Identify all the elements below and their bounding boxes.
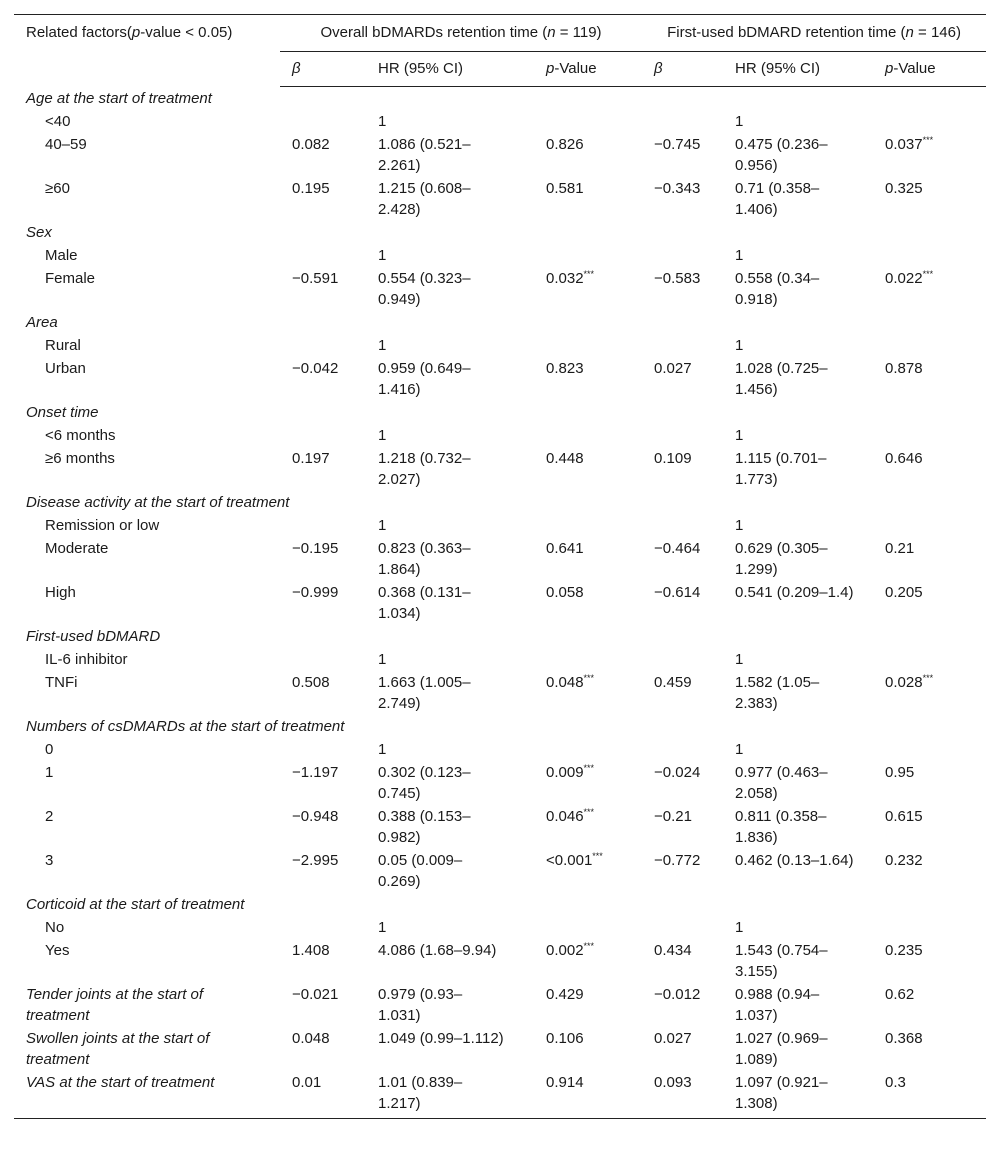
- section-title: Corticoid at the start of treatment: [26, 896, 245, 913]
- first-used-hr: 1: [735, 741, 744, 758]
- first-used-hr: 0.558 (0.34–0.918): [735, 270, 820, 308]
- row-label: Moderate: [45, 540, 109, 557]
- overall-beta: 0.082: [292, 136, 330, 153]
- overall-beta: −0.591: [292, 270, 339, 287]
- first-used-pvalue: 0.235: [885, 942, 923, 959]
- first-used-beta: [642, 738, 735, 761]
- section-header-row: [14, 625, 986, 648]
- overall-hr: 1: [378, 517, 387, 534]
- row-label: Swollen joints at the start of treatment: [26, 1030, 210, 1068]
- overall-hr: 1: [378, 337, 387, 354]
- overall-pvalue: [534, 916, 642, 939]
- table-row: [14, 357, 986, 401]
- overall-pvalue: 0.048***: [546, 673, 595, 691]
- first-used-beta: −0.772: [654, 852, 701, 869]
- overall-hr: 1: [378, 919, 387, 936]
- related-factors-header: Related factors(p-value < 0.05): [14, 15, 280, 87]
- overall-beta: [280, 110, 373, 133]
- overall-beta: 0.195: [292, 180, 330, 197]
- first-used-hr: 0.811 (0.358–1.836): [735, 808, 827, 846]
- overall-beta: 1.408: [292, 942, 330, 959]
- first-used-pvalue: 0.62: [885, 986, 915, 1003]
- section-header-row: [14, 715, 986, 738]
- first-used-pvalue: 0.205: [885, 584, 923, 601]
- first-used-hr: 1.582 (1.05–2.383): [735, 674, 820, 712]
- section-title: Age at the start of treatment: [26, 90, 212, 107]
- row-label: 40–59: [45, 136, 87, 153]
- significance-marker: ***: [583, 269, 595, 279]
- overall-beta: [280, 334, 373, 357]
- first-used-hr: 1: [735, 337, 744, 354]
- pvalue-header: p-Value: [885, 52, 986, 87]
- section-title: Numbers of csDMARDs at the start of treatment: [26, 718, 345, 735]
- significance-marker: ***: [592, 851, 603, 861]
- table-row: [14, 805, 986, 849]
- first-used-pvalue: [885, 110, 986, 133]
- first-used-hr: 0.988 (0.94–1.037): [735, 986, 820, 1024]
- first-used-hr: 1.115 (0.701–1.773): [735, 450, 827, 488]
- significance-marker: ***: [922, 673, 934, 683]
- row-label: Female: [45, 270, 96, 287]
- table-row: [14, 514, 986, 537]
- first-used-pvalue: [885, 424, 986, 447]
- first-used-pvalue: 0.95: [885, 764, 915, 781]
- overall-beta: −2.995: [292, 852, 339, 869]
- section-header-row: [14, 491, 986, 514]
- first-used-pvalue: 0.615: [885, 808, 923, 825]
- first-used-hr: 1: [735, 427, 744, 444]
- table-row: [14, 177, 986, 221]
- first-used-pvalue: 0.21: [885, 540, 915, 557]
- table-row: [14, 648, 986, 671]
- table-row: [14, 939, 986, 983]
- first-used-hr: 1.028 (0.725–1.456): [735, 360, 828, 398]
- table-row: [14, 424, 986, 447]
- section-header-row: [14, 311, 986, 334]
- section-title: Disease activity at the start of treatment: [26, 494, 290, 511]
- first-used-beta: −0.745: [654, 136, 701, 153]
- overall-hr: 1.049 (0.99–1.112): [378, 1030, 504, 1047]
- first-used-hr: 0.475 (0.236–0.956): [735, 136, 828, 174]
- first-used-beta: [642, 916, 735, 939]
- first-used-beta: 0.027: [654, 1030, 692, 1047]
- first-used-hr: 1: [735, 651, 744, 668]
- overall-pvalue: [534, 334, 642, 357]
- overall-pvalue: [534, 424, 642, 447]
- row-label: 2: [45, 808, 54, 825]
- first-used-beta: 0.459: [654, 674, 692, 691]
- overall-beta: [280, 738, 373, 761]
- first-used-pvalue: 0.037***: [885, 135, 934, 153]
- overall-beta: 0.197: [292, 450, 330, 467]
- overall-hr: 1.218 (0.732–2.027): [378, 450, 471, 488]
- overall-pvalue: 0.914: [534, 1071, 642, 1119]
- overall-pvalue: [534, 514, 642, 537]
- row-label: Tender joints at the start of treatment: [26, 986, 204, 1024]
- overall-beta: −0.195: [292, 540, 339, 557]
- significance-marker: ***: [583, 941, 595, 951]
- table-row: [14, 110, 986, 133]
- first-used-beta: −0.583: [654, 270, 701, 287]
- first-used-pvalue: 0.232: [885, 852, 923, 869]
- table-row: [14, 738, 986, 761]
- section-header-row: [14, 401, 986, 424]
- overall-hr: 1: [378, 741, 387, 758]
- row-label: Male: [45, 247, 78, 264]
- first-used-beta: −0.024: [654, 764, 701, 781]
- first-used-hr: 1.027 (0.969–1.089): [735, 1030, 828, 1068]
- overall-retention-header: Overall bDMARDs retention time (n = 119): [280, 15, 642, 52]
- section-title: Onset time: [26, 404, 99, 421]
- overall-beta: 0.048: [292, 1030, 330, 1047]
- overall-beta: [280, 916, 373, 939]
- overall-pvalue: 0.058: [546, 584, 584, 601]
- first-used-hr: 1: [735, 517, 744, 534]
- cox-regression-table: [14, 14, 986, 1119]
- overall-pvalue: 0.002***: [546, 941, 595, 959]
- row-label: 3: [45, 852, 54, 869]
- first-used-hr: 1: [735, 919, 744, 936]
- first-used-pvalue: 0.3: [885, 1071, 986, 1119]
- overall-beta: [280, 514, 373, 537]
- overall-hr: 1: [378, 427, 387, 444]
- overall-hr: 0.302 (0.123–0.745): [378, 764, 471, 802]
- section-title: Area: [26, 314, 58, 331]
- overall-hr: 1: [378, 247, 387, 264]
- first-used-hr: 1: [735, 247, 744, 264]
- first-used-hr: 0.629 (0.305–1.299): [735, 540, 828, 578]
- first-used-pvalue: 0.325: [885, 180, 923, 197]
- overall-hr: 0.388 (0.153–0.982): [378, 808, 471, 846]
- first-used-beta: −0.614: [654, 584, 701, 601]
- first-used-pvalue: [885, 738, 986, 761]
- first-used-beta: 0.027: [654, 360, 692, 377]
- overall-pvalue: 0.032***: [546, 269, 595, 287]
- overall-hr: 0.979 (0.93–1.031): [378, 986, 463, 1024]
- first-used-hr: 1.097 (0.921–1.308): [735, 1071, 885, 1119]
- significance-marker: ***: [922, 269, 934, 279]
- significance-marker: ***: [922, 135, 934, 145]
- significance-marker: ***: [583, 763, 595, 773]
- overall-hr: 0.05 (0.009–0.269): [378, 852, 463, 890]
- overall-pvalue: 0.823: [546, 360, 584, 377]
- section-header-row: [14, 221, 986, 244]
- table-row: [14, 133, 986, 177]
- overall-beta: [280, 244, 373, 267]
- first-used-beta: [642, 244, 735, 267]
- section-header-row: [14, 893, 986, 916]
- beta-header: β: [642, 52, 735, 87]
- overall-hr: 0.823 (0.363–1.864): [378, 540, 471, 578]
- first-used-beta: −0.012: [654, 986, 701, 1003]
- significance-marker: ***: [583, 807, 595, 817]
- first-used-beta: [642, 514, 735, 537]
- first-used-beta: [642, 424, 735, 447]
- overall-pvalue: 0.448: [546, 450, 584, 467]
- overall-beta: [280, 648, 373, 671]
- first-used-pvalue: 0.646: [885, 450, 923, 467]
- first-used-pvalue: [885, 244, 986, 267]
- overall-pvalue: 0.106: [546, 1030, 584, 1047]
- first-used-pvalue: [885, 916, 986, 939]
- overall-pvalue: 0.046***: [546, 807, 595, 825]
- section-header-row: [14, 87, 986, 111]
- first-used-hr: 1.543 (0.754–3.155): [735, 942, 828, 980]
- overall-hr: 1: [378, 113, 387, 130]
- first-used-beta: 0.109: [654, 450, 692, 467]
- overall-beta: 0.01: [280, 1071, 373, 1119]
- row-label: TNFi: [45, 674, 78, 691]
- table-row: [14, 761, 986, 805]
- table-row: [14, 581, 986, 625]
- first-used-hr: 0.977 (0.463–2.058): [735, 764, 828, 802]
- table-header: [14, 15, 986, 87]
- table-row: [14, 244, 986, 267]
- overall-pvalue: 0.009***: [546, 763, 595, 781]
- overall-pvalue: 0.581: [546, 180, 584, 197]
- row-label: ≥60: [45, 180, 70, 197]
- first-used-pvalue: [885, 648, 986, 671]
- table-row: [14, 1071, 986, 1119]
- overall-hr: 1.663 (1.005–2.749): [378, 674, 471, 712]
- table-row: [14, 671, 986, 715]
- row-label: IL-6 inhibitor: [45, 651, 128, 668]
- overall-beta: −0.042: [292, 360, 339, 377]
- row-label: 0: [45, 741, 54, 758]
- section-title: First-used bDMARD: [26, 628, 161, 645]
- first-used-hr: 0.541 (0.209–1.4): [735, 584, 854, 601]
- first-used-pvalue: 0.028***: [885, 673, 934, 691]
- overall-beta: −0.021: [292, 986, 339, 1003]
- first-used-hr: 1: [735, 113, 744, 130]
- first-used-beta: −0.21: [654, 808, 692, 825]
- overall-hr: 4.086 (1.68–9.94): [378, 942, 497, 959]
- overall-beta: −0.999: [292, 584, 339, 601]
- table-body: [14, 87, 986, 1119]
- overall-beta: −1.197: [292, 764, 339, 781]
- row-label: Urban: [45, 360, 86, 377]
- overall-beta: −0.948: [292, 808, 339, 825]
- table-row: [14, 447, 986, 491]
- overall-pvalue: 0.641: [546, 540, 584, 557]
- row-label: ≥6 months: [45, 450, 115, 467]
- table-row: [14, 537, 986, 581]
- table-row: [14, 334, 986, 357]
- overall-pvalue: <0.001***: [546, 851, 603, 869]
- overall-hr: 1: [378, 651, 387, 668]
- first-used-hr: 0.462 (0.13–1.64): [735, 852, 854, 869]
- row-label: <6 months: [45, 427, 116, 444]
- first-used-beta: −0.464: [654, 540, 701, 557]
- row-label: Yes: [45, 942, 70, 959]
- overall-hr: 1.215 (0.608–2.428): [378, 180, 471, 218]
- hr-header: HR (95% CI): [735, 52, 885, 87]
- first-used-beta: −0.343: [654, 180, 701, 197]
- first-used-beta: [642, 334, 735, 357]
- overall-beta: [280, 424, 373, 447]
- table-row: [14, 267, 986, 311]
- first-used-beta: [642, 110, 735, 133]
- first-used-beta: [642, 648, 735, 671]
- table-row: [14, 983, 986, 1027]
- first-used-retention-header: First-used bDMARD retention time (n = 146): [642, 15, 986, 52]
- beta-header: β: [280, 52, 373, 87]
- row-label: No: [45, 919, 65, 936]
- table-row: [14, 849, 986, 893]
- overall-pvalue: [534, 244, 642, 267]
- section-title: Sex: [26, 224, 52, 241]
- overall-beta: 0.508: [292, 674, 330, 691]
- first-used-hr: 0.71 (0.358–1.406): [735, 180, 820, 218]
- overall-pvalue: [534, 738, 642, 761]
- overall-hr: 0.959 (0.649–1.416): [378, 360, 471, 398]
- row-label: VAS at the start of treatment: [14, 1071, 280, 1119]
- row-label: 1: [45, 764, 54, 781]
- overall-pvalue: 0.826: [546, 136, 584, 153]
- first-used-pvalue: 0.368: [885, 1030, 923, 1047]
- row-label: Remission or low: [45, 517, 160, 534]
- first-used-pvalue: 0.022***: [885, 269, 934, 287]
- pvalue-header: p-Value: [534, 52, 642, 87]
- hr-header: HR (95% CI): [373, 52, 534, 87]
- overall-pvalue: [534, 110, 642, 133]
- overall-pvalue: [534, 648, 642, 671]
- first-used-beta: 0.434: [654, 942, 692, 959]
- overall-pvalue: 0.429: [546, 986, 584, 1003]
- significance-marker: ***: [583, 673, 595, 683]
- table-row: [14, 1027, 986, 1071]
- overall-hr: 1.01 (0.839–1.217): [373, 1071, 534, 1119]
- overall-hr: 0.554 (0.323–0.949): [378, 270, 471, 308]
- first-used-pvalue: 0.878: [885, 360, 923, 377]
- row-label: <40: [45, 113, 71, 130]
- first-used-pvalue: [885, 334, 986, 357]
- row-label: Rural: [45, 337, 81, 354]
- first-used-beta: 0.093: [642, 1071, 735, 1119]
- table-row: [14, 916, 986, 939]
- row-label: High: [45, 584, 76, 601]
- overall-hr: 0.368 (0.131–1.034): [378, 584, 471, 622]
- overall-hr: 1.086 (0.521–2.261): [378, 136, 471, 174]
- first-used-pvalue: [885, 514, 986, 537]
